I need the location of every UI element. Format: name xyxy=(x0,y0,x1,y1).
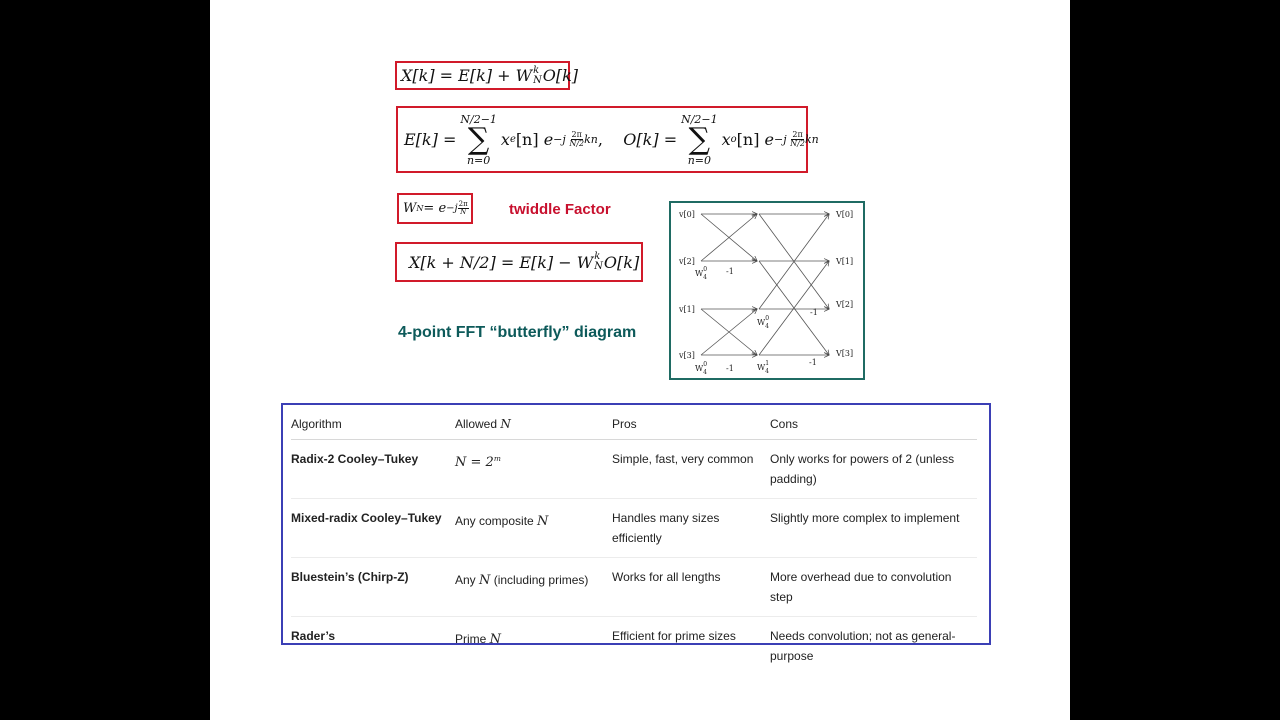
cell-allowed xyxy=(455,499,612,558)
combine-w-sub: N xyxy=(533,74,542,86)
output-V2: V[2] xyxy=(836,300,854,309)
cell-algorithm: Rader’s xyxy=(291,629,336,643)
odd-lim-bot: n=0 xyxy=(687,153,712,167)
input-v2: v[2] xyxy=(679,257,695,266)
allowed-math: N xyxy=(489,632,502,648)
odd-eq: = xyxy=(663,130,678,149)
input-v0: v[0] xyxy=(679,210,695,219)
odd-exp-den: N/2 xyxy=(790,139,805,148)
even-arg: [n] xyxy=(515,130,539,149)
odd-exponent xyxy=(774,131,819,148)
even-eq: = xyxy=(442,130,457,149)
header-allowed-var: N xyxy=(500,417,511,431)
even-exp-den: N/2 xyxy=(569,139,585,148)
allowed-math: N xyxy=(537,514,549,530)
fft-diagram-label: 4-point FFT “butterfly” diagram xyxy=(398,324,637,341)
combine-formula-box xyxy=(395,61,579,90)
second-half-lhs: X[k + N/2] xyxy=(409,252,496,272)
odd-e: e xyxy=(764,130,774,149)
input-v3: v[3] xyxy=(679,351,695,360)
allowed-math: N = 2 xyxy=(455,455,494,471)
twiddle-exponent xyxy=(446,201,469,216)
combine-e: E[k] xyxy=(458,66,493,85)
odd-exp-post: kn xyxy=(804,133,819,146)
minus-one-d: -1 xyxy=(809,358,817,367)
odd-term: x xyxy=(721,130,731,149)
even-lim-bot: n=0 xyxy=(466,153,491,167)
odd-term-sub: o xyxy=(730,134,737,145)
second-half-w-sub: N xyxy=(594,261,603,272)
header-cons: Cons xyxy=(770,409,977,440)
cell-pros: Simple, fast, very common xyxy=(612,440,770,499)
allowed-pre: Any composite xyxy=(455,514,538,529)
allowed-pre: Any xyxy=(455,573,480,588)
output-V0: V[0] xyxy=(836,210,854,219)
second-half-formula-box xyxy=(395,242,643,282)
minus-one-a: -1 xyxy=(726,267,734,276)
twiddle-exp-frac xyxy=(458,201,469,216)
twiddle-formula-box xyxy=(397,193,473,224)
butterfly-diagram xyxy=(669,201,865,380)
table-row xyxy=(291,499,977,558)
header-algorithm: Algorithm xyxy=(291,409,455,440)
allowed-post: (including primes) xyxy=(490,573,589,588)
twiddle-w-d: $W^1$ 4 xyxy=(757,360,770,375)
odd-exp-num: 2π xyxy=(792,130,803,139)
second-half-o: O[k] xyxy=(603,252,640,272)
combine-o: O[k] xyxy=(542,66,579,85)
minus-one-s2: -1 xyxy=(810,308,818,317)
twiddle-eq: = xyxy=(423,201,435,216)
cell-algorithm: Bluestein’s (Chirp-Z) xyxy=(291,558,455,617)
combine-w: W xyxy=(515,66,533,85)
second-half-e: E[k] xyxy=(519,252,554,272)
cell-allowed xyxy=(455,558,612,617)
cell-algorithm: Mixed-radix Cooley–Tukey xyxy=(291,499,455,558)
even-lim-top: N/2−1 xyxy=(460,112,497,126)
fft-algorithms-table xyxy=(291,409,977,675)
twiddle-base: e xyxy=(438,201,447,216)
table-row xyxy=(291,440,977,499)
cell-cons: More overhead due to convolution step xyxy=(770,558,977,617)
minus-one-c: -1 xyxy=(726,364,734,373)
combine-lhs: X[k] xyxy=(401,66,435,85)
twiddle-w-a: $W^0$ 4 xyxy=(695,266,708,281)
second-half-w-sup: k xyxy=(594,251,601,263)
second-half-eq: = xyxy=(500,252,515,272)
allowed-sup: m xyxy=(493,454,501,463)
twiddle-exp-den: N xyxy=(460,208,467,216)
twiddle-lhs-sub: N xyxy=(416,204,424,213)
header-allowed-text: Allowed xyxy=(455,417,498,431)
header-allowed xyxy=(455,409,612,440)
even-term-sub: e xyxy=(509,134,516,145)
odd-sigma: ∑ xyxy=(688,121,711,157)
twiddle-exp-pre: −j xyxy=(446,203,458,214)
even-term: x xyxy=(500,130,510,149)
output-V3: V[3] xyxy=(836,349,854,358)
cell-cons: Slightly more complex to implement xyxy=(770,499,977,558)
even-exp-num: 2π xyxy=(571,130,582,139)
even-sigma: ∑ xyxy=(467,121,490,157)
odd-lim-top: N/2−1 xyxy=(681,112,718,126)
twiddle-factor-label: twiddle Factor xyxy=(509,201,611,218)
even-exp-pre: −j xyxy=(553,133,566,146)
cell-cons: Only works for powers of 2 (unless padding) xyxy=(770,440,977,499)
slide xyxy=(210,0,1070,720)
allowed-pre: Prime xyxy=(455,632,490,647)
even-sep: , xyxy=(597,130,603,149)
cell-pros: Handles many sizes efficiently xyxy=(612,499,770,558)
combine-eq: = xyxy=(439,66,454,85)
table-header-row xyxy=(291,409,977,440)
twiddle-w-c: $W^0$ 4 xyxy=(695,361,708,376)
cell-cons: Needs convolution; not as general-purpose xyxy=(770,629,956,663)
header-pros: Pros xyxy=(612,409,770,440)
odd-exp-frac xyxy=(790,131,805,148)
odd-lhs: O[k] xyxy=(623,130,659,149)
input-v1: v[1] xyxy=(679,305,695,314)
sum-formula-box xyxy=(396,106,819,173)
table-row xyxy=(291,558,977,617)
second-half-minus: − xyxy=(558,252,572,272)
twiddle-lhs: W xyxy=(403,201,417,216)
second-half-w: W xyxy=(576,252,594,272)
twiddle-w-b: $W^0$ 4 xyxy=(757,315,770,330)
even-e: e xyxy=(543,130,554,149)
output-V1: V[1] xyxy=(836,257,854,266)
allowed-math: N xyxy=(479,573,491,589)
cell-allowed xyxy=(455,440,612,499)
even-exp-post: kn xyxy=(584,133,598,146)
even-exponent xyxy=(553,131,598,148)
even-sum-operator xyxy=(460,114,497,166)
combine-plus: + xyxy=(497,66,511,85)
butterfly-svg xyxy=(671,203,863,378)
combine-w-sup: k xyxy=(533,64,540,76)
even-lhs: E[k] xyxy=(404,130,438,149)
odd-exp-pre: −j xyxy=(774,133,787,146)
odd-arg: [n] xyxy=(736,130,760,149)
odd-sum-operator xyxy=(681,114,718,166)
twiddle-exp-num: 2π xyxy=(458,200,468,208)
fft-algorithms-table-box xyxy=(281,403,991,663)
even-exp-frac xyxy=(569,131,584,148)
cell-pros: Works for all lengths xyxy=(612,558,770,617)
table-body xyxy=(291,440,977,676)
cell-pros: Efficient for prime sizes xyxy=(612,629,736,643)
cell-algorithm: Radix-2 Cooley–Tukey xyxy=(291,440,455,499)
table-row xyxy=(291,617,977,676)
cell-allowed xyxy=(455,617,612,676)
